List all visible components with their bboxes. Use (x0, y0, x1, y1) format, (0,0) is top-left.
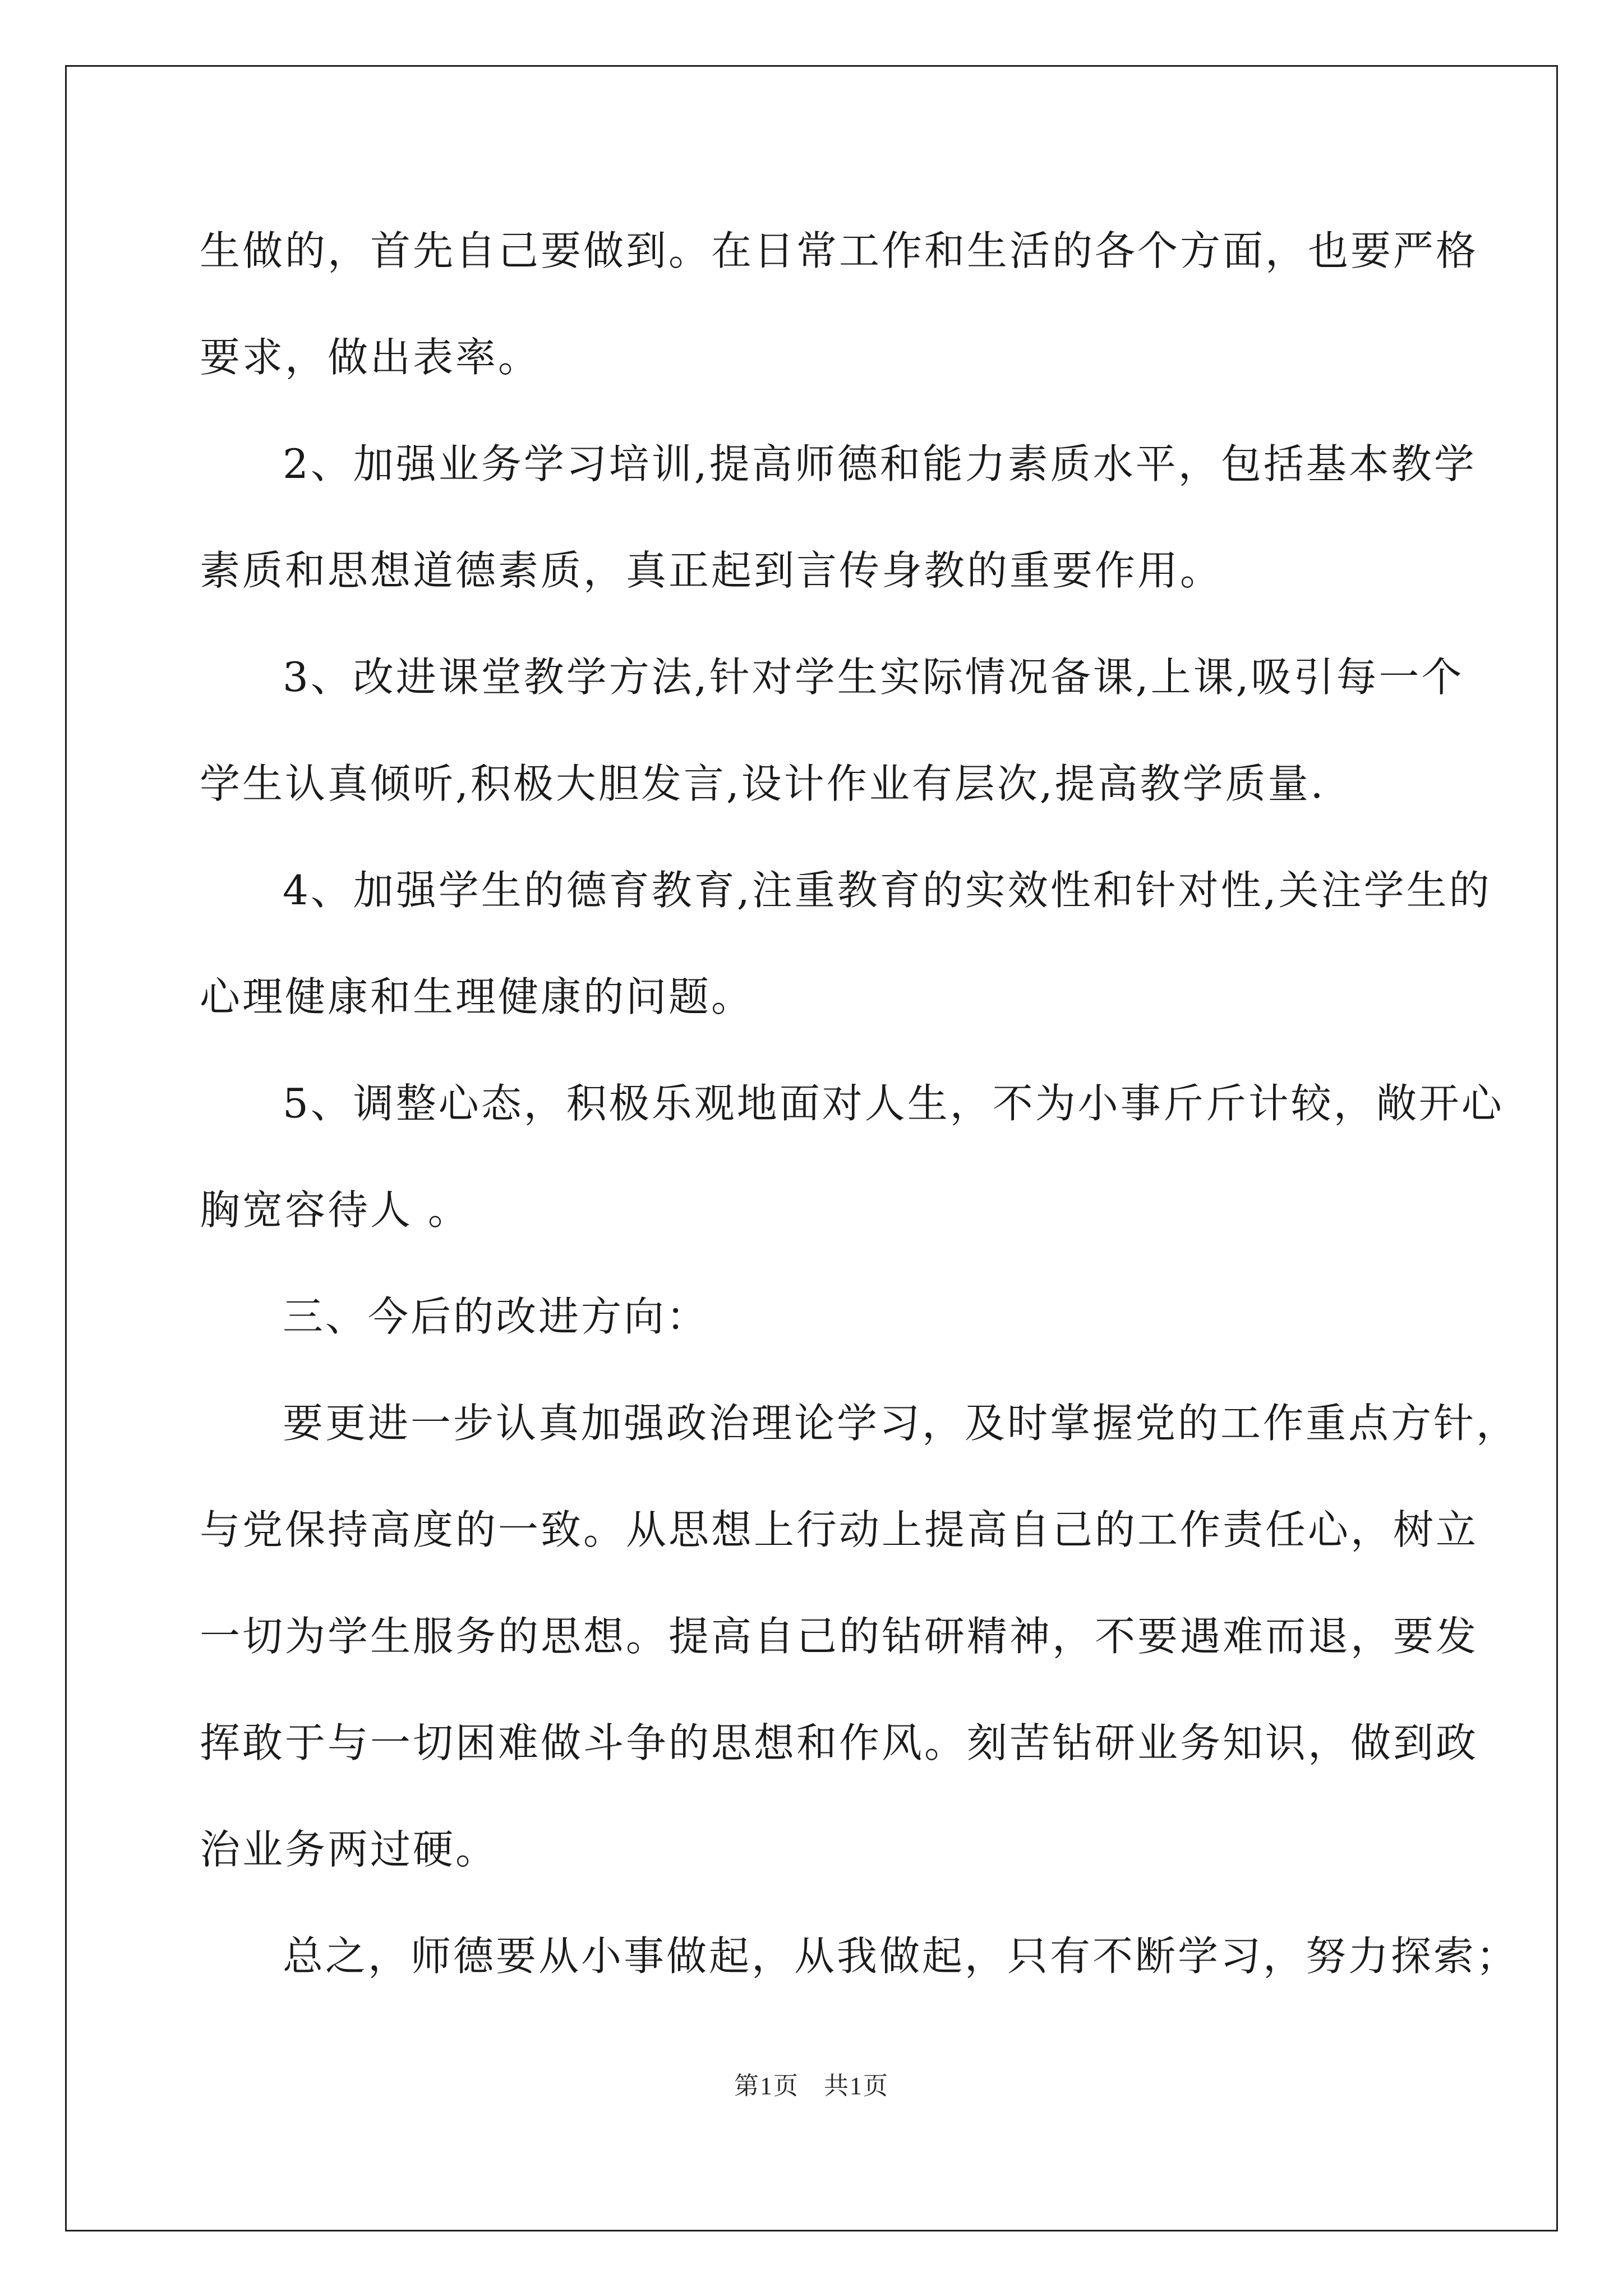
text-line: 5、调整心态，积极乐观地面对人生，不为小事斤斤计较，敞开心 (283, 1080, 1504, 1127)
text-line: 2、加强业务学习培训,提高师德和能力素质水平，包括基本教学 (283, 440, 1477, 487)
text-line: 与党保持高度的一致。从思想上行动上提高自己的工作责任心，树立 (200, 1506, 1479, 1553)
text-line: 总之，师德要从小事做起，从我做起，只有不断学习，努力探索； (283, 1932, 1519, 1980)
document-body (200, 220, 1519, 2032)
text-line: 3、改进课堂教学方法,针对学生实际情况备课,上课,吸引每一个 (283, 654, 1464, 701)
text-line: 一切为学生服务的思想。提高自己的钻研精神，不要遇难而退，要发 (200, 1613, 1479, 1660)
text-line: 要更进一步认真加强政治理论学习，及时掌握党的工作重点方针， (283, 1400, 1519, 1447)
text-line: 学生认真倾听,积极大胆发言,设计作业有层次,提高教学质量. (200, 760, 1326, 807)
text-line: 4、加强学生的德育教育,注重教育的实效性和针对性,关注学生的 (283, 867, 1492, 914)
text-line: 生做的，首先自己要做到。在日常工作和生活的各个方面，也要严格 (200, 227, 1479, 274)
page-footer (0, 2065, 1623, 2101)
text-line: 治业务两过硬。 (200, 1826, 499, 1873)
text-line: 心理健康和生理健康的问题。 (200, 973, 754, 1020)
page-number: 第1页 (734, 2072, 799, 2100)
page-total: 共1页 (824, 2072, 889, 2100)
text-line: 胸宽容待人 。 (200, 1186, 471, 1234)
text-line: 挥敢于与一切困难做斗争的思想和作风。刻苦钻研业务知识，做到政 (200, 1719, 1479, 1766)
text-line: 要求，做出表率。 (200, 334, 541, 381)
text-line: 素质和思想道德素质，真正起到言传身教的重要作用。 (200, 547, 1223, 594)
section-heading: 三、今后的改进方向： (283, 1293, 709, 1340)
